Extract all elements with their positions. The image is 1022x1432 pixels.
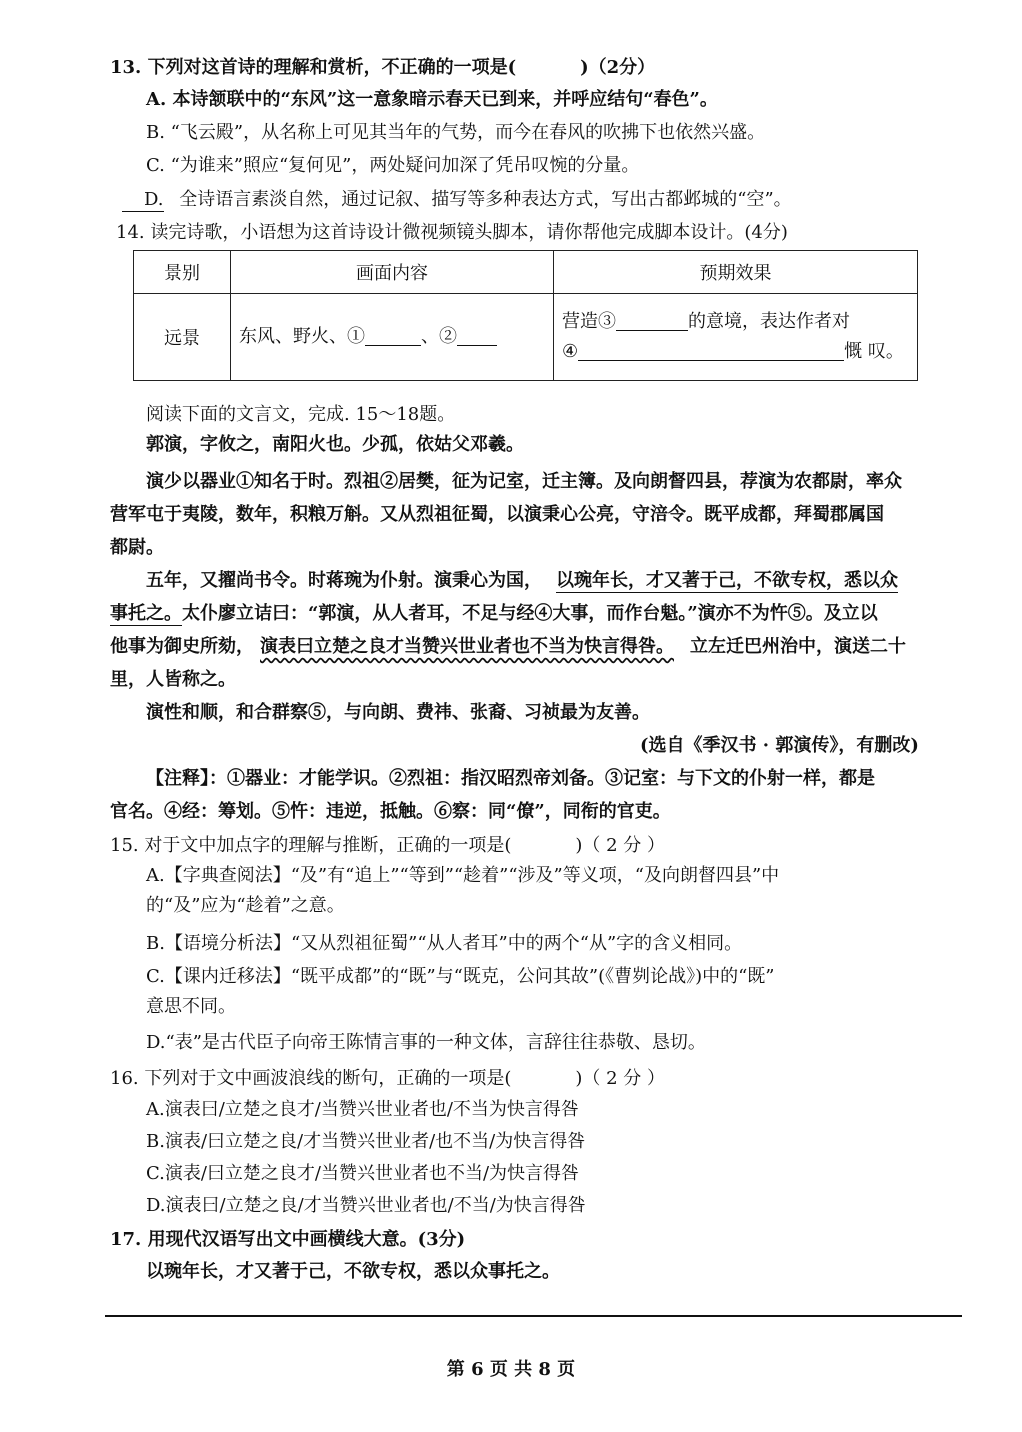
q16-stem: 16. 下列对于文中画波浪线的断句，正确的一项是( )（ 2 分 ） <box>110 1068 666 1089</box>
q15-option-a-line1: A.【字典查阅法】“及”有“追上”“等到”“趁着”“涉及”等义项，“及向朗督四县”中 <box>146 865 780 886</box>
passage-p3-line1: 五年，又擢尚书令。时蒋琬为仆射。演秉心为国， 以琬年长，才又著于己，不欲专权，悉以众 <box>146 570 898 591</box>
passage-p2-line1: 演少以器业①知名于时。烈祖②居樊，征为记室，迁主簿。及向朗督四县，荐演为农都尉，率众 <box>146 471 902 492</box>
q15-option-c-line2: 意思不同。 <box>146 996 236 1017</box>
page-number: 第 6 页 共 8 页 <box>446 1359 576 1380</box>
straight-underline-1: 以琬年长，才又著于己，不欲专权，悉以众 <box>556 570 898 591</box>
wavy-underline: 演表曰立楚之良才当赞兴世业者也不当为快言得咎。 <box>260 636 674 657</box>
q15-option-d: D.“表”是古代臣子向帝王陈情言事的一种文体，言辞往往恭敬、恳切。 <box>146 1032 706 1053</box>
header-shot: 景别 <box>134 251 231 294</box>
passage-p4: 演性和顺，和合群察⑤，与向朗、费祎、张裔、习祯最为友善。 <box>146 702 650 723</box>
q13-option-d: D. 全诗语言素淡自然，通过记叙、描写等多种表达方式，写出古都邺城的“空”。 <box>122 187 792 213</box>
q15-option-c-line1: C.【课内迁移法】“既平成都”的“既”与“既克，公问其故”(《曹刿论战》)中的“既” <box>146 966 775 987</box>
q14-stem: 14. 读完诗歌，小语想为这首诗设计微视频镜头脚本，请你帮他完成脚本设计。(4分) <box>116 222 788 243</box>
blank-2[interactable] <box>457 325 497 346</box>
straight-underline-2: 事托之。 <box>110 603 182 624</box>
notes-line1: 【注释】：①器业：才能学识。②烈祖：指汉昭烈帝刘备。③记室：与下文的仆射一样，都是 <box>146 768 875 789</box>
answer-mark-d: D. <box>122 189 164 212</box>
q17-quote: 以琬年长，才又著于己，不欲专权，悉以众事托之。 <box>146 1261 560 1282</box>
cell-content: 东风、野火、① 、② <box>231 294 554 381</box>
passage-p2-line3: 都尉。 <box>110 537 164 558</box>
passage-source: (选自《季汉书 · 郭演传》，有删改) <box>640 735 919 756</box>
blank-3[interactable] <box>616 310 688 331</box>
q13-option-c: C. “为谁来”照应“复何见”，两处疑问加深了凭吊叹惋的分量。 <box>146 155 640 176</box>
cell-effect: 营造③ 的意境，表达作者对 ④ 慨 叹。 <box>554 294 918 381</box>
q13-stem: 13. 下列对这首诗的理解和赏析，不正确的一项是( )（2分） <box>110 57 656 78</box>
footer-rule <box>105 1315 962 1317</box>
q17-stem: 17. 用现代汉语写出文中画横线大意。(3分) <box>110 1229 466 1250</box>
passage-p1: 郭演，字攸之，南阳火也。少孤，依姑父邓羲。 <box>146 434 524 455</box>
notes-line2: 官名。④经：筹划。⑤忤：违逆，抵触。⑥察：同“僚”，同衔的官吏。 <box>110 801 671 822</box>
passage-p2-line2: 营军屯于夷陵，数年，积粮万斛。又从烈祖征蜀，以演秉心公亮，守涪令。既平成都，拜蜀郡属国 <box>110 504 884 525</box>
q16-option-b: B.演表/曰立楚之良/才当赞兴世业者/也不当/为快言得咎 <box>146 1131 586 1152</box>
passage-p3-line4: 里，人皆称之。 <box>110 669 236 690</box>
reading-intro: 阅读下面的文言文，完成. 15～18题。 <box>146 404 456 425</box>
passage-p3-line3: 他事为御史所劾， 演表曰立楚之良才当赞兴世业者也不当为快言得咎。 立左迁巴州治中，演送二十 <box>110 636 906 657</box>
header-effect: 预期效果 <box>554 251 918 294</box>
q13-option-a: A. 本诗颔联中的“东风”这一意象暗示春天已到来，并呼应结句“春色”。 <box>146 89 718 110</box>
q13-option-b: B. “飞云殿”，从名称上可见其当年的气势，而今在春风的吹拂下也依然兴盛。 <box>146 122 766 143</box>
q15-option-a-line2: 的“及”应为“趁着”之意。 <box>146 895 345 916</box>
q16-option-c: C.演表/曰立楚之良才/当赞兴世业者也不当/为快言得咎 <box>146 1163 580 1184</box>
q15-option-b: B.【语境分析法】“又从烈祖征蜀”“从人者耳”中的两个“从”字的含义相同。 <box>146 933 743 954</box>
q16-option-a: A.演表曰/立楚之良才/当赞兴世业者也/不当为快言得咎 <box>146 1099 579 1120</box>
blank-4[interactable] <box>578 340 844 361</box>
blank-1[interactable] <box>365 325 421 346</box>
q16-option-d: D.演表曰/立楚之良/才当赞兴世业者也/不当/为快言得咎 <box>146 1195 586 1216</box>
script-table <box>133 250 918 381</box>
cell-shot: 远景 <box>134 294 231 381</box>
q15-stem: 15. 对于文中加点字的理解与推断，正确的一项是( )（ 2 分 ） <box>110 835 666 856</box>
header-content: 画面内容 <box>231 251 554 294</box>
passage-p3-line2: 事托之。太仆廖立诘曰：“郭演，从人者耳，不足与经④大事，而作台魁。”演亦不为忤⑤。及立以 <box>110 603 878 624</box>
